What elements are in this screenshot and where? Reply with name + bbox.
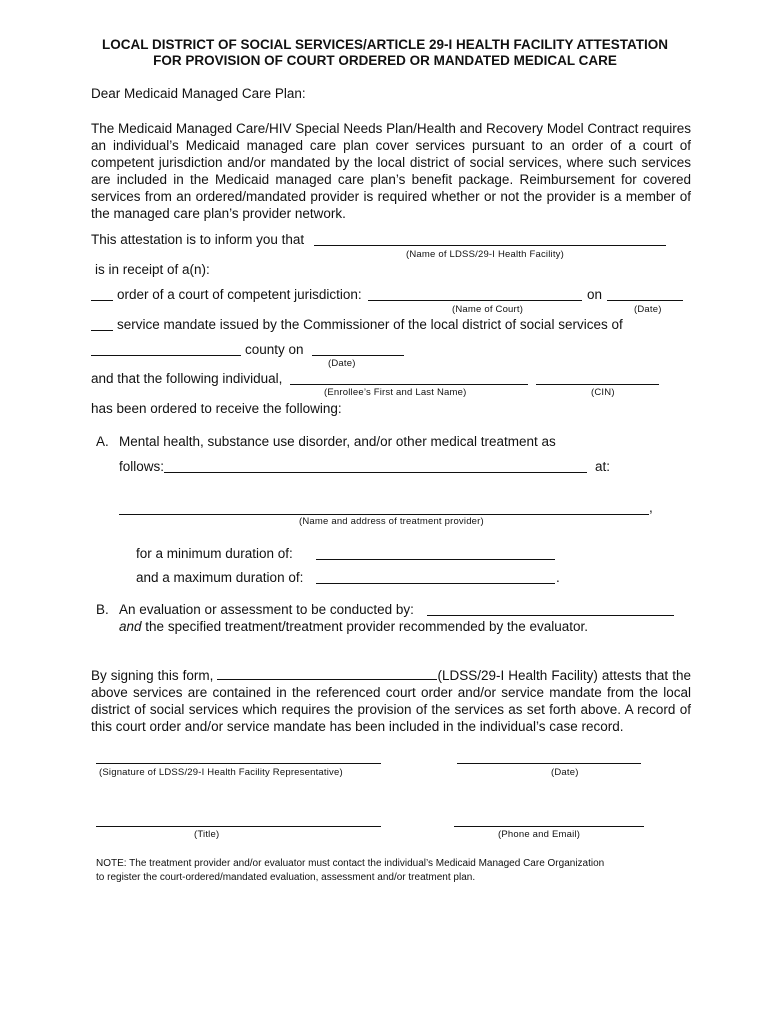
max-duration-field[interactable] (316, 583, 555, 584)
mandate-text: service mandate issued by the Commissioner of the local district of social services of (117, 317, 623, 332)
court-name-caption: (Name of Court) (452, 304, 524, 315)
on-text: on (587, 287, 603, 302)
note-line-2: to register the court-ordered/mandated evaluation, assessment and/or treatment plan. (96, 872, 476, 883)
mandate-checkbox-line[interactable] (91, 330, 113, 331)
follows-label: follows: (119, 459, 165, 474)
signing-facility-field[interactable] (217, 668, 437, 680)
form-title-line-2: FOR PROVISION OF COURT ORDERED OR MANDATED MEDICAL CARE (153, 53, 617, 68)
treatment-field[interactable] (164, 472, 587, 473)
max-duration-label: and a maximum duration of: (136, 570, 304, 585)
title-caption: (Title) (194, 829, 220, 840)
intro-paragraph: The Medicaid Managed Care/HIV Special Needs Plan/Health and Recovery Model Contract requires an individual’s Medicaid managed care plan cover services pursuant to an order of a court of competent jurisdiction and/or mandated by the local district of social services, where such services are included in the Medicaid managed care plan’s benefit package. Reimbursement for covered services from an ordered/mandated provider is required whether or not the provider is a member of the managed care plan’s provider network. (91, 121, 691, 221)
enrollee-name-field[interactable] (290, 384, 528, 385)
provider-field[interactable] (119, 514, 649, 515)
max-duration-period: . (556, 570, 560, 585)
section-b-line-2 (119, 619, 588, 634)
section-b-line-2-rest: the specified treatment/treatment provider recommended by the evaluator. (145, 619, 589, 634)
court-date-caption: (Date) (634, 304, 662, 315)
county-name-field[interactable] (91, 355, 241, 356)
at-label: at: (595, 459, 611, 474)
court-order-checkbox-line[interactable] (91, 300, 113, 301)
section-a-text: Mental health, substance use disorder, and/or other medical treatment as (119, 434, 556, 449)
form-title-line-1: LOCAL DISTRICT OF SOCIAL SERVICES/ARTICLE 29-I HEALTH FACILITY ATTESTATION (101, 37, 669, 52)
signature-date-caption: (Date) (551, 767, 579, 778)
court-order-date-field[interactable] (607, 300, 683, 301)
cin-caption: (CIN) (591, 387, 615, 398)
signature-caption: (Signature of LDSS/29-I Health Facility Representative) (99, 767, 343, 778)
min-duration-label: for a minimum duration of: (136, 546, 293, 561)
cin-field[interactable] (536, 384, 659, 385)
provider-caption: (Name and address of treatment provider) (299, 516, 484, 527)
signature-field[interactable] (96, 763, 381, 764)
mandate-date-field[interactable] (312, 355, 404, 356)
signature-date-field[interactable] (457, 763, 641, 764)
provider-comma: , (649, 500, 653, 515)
signing-prefix: By signing this form, (91, 668, 214, 683)
ordered-text: has been ordered to receive the following: (91, 401, 342, 416)
section-a-letter: A. (96, 434, 109, 449)
title-field[interactable] (96, 826, 381, 827)
min-duration-field[interactable] (316, 559, 555, 560)
note-line-1: NOTE: The treatment provider and/or evaluator must contact the individual’s Medicaid Managed Care Organization (96, 858, 605, 869)
salutation: Dear Medicaid Managed Care Plan: (91, 86, 306, 101)
phone-caption: (Phone and Email) (498, 829, 581, 840)
section-b-letter: B. (96, 602, 109, 617)
county-on-text: county on (245, 342, 304, 357)
phone-email-field[interactable] (454, 826, 644, 827)
enrollee-caption: (Enrollee’s First and Last Name) (324, 387, 467, 398)
facility-name-caption: (Name of LDSS/29-I Health Facility) (406, 249, 564, 260)
facility-name-field[interactable] (314, 245, 666, 246)
signing-paragraph (91, 667, 691, 735)
receipt-text: is in receipt of a(n): (95, 262, 210, 277)
evaluator-field[interactable] (427, 615, 674, 616)
inform-text: This attestation is to inform you that (91, 232, 305, 247)
court-name-field[interactable] (368, 300, 582, 301)
signing-paragraph-rest: (LDSS/29-I Health Facility) attests that the above services are contained in the referenced court order and/or service mandate from the local district of social services which requires the provision of the services as set forth above. A record of this court order and/or service mandate has been included in the individual’s case record. (91, 668, 691, 734)
court-order-text: order of a court of competent jurisdiction: (117, 287, 362, 302)
individual-text: and that the following individual, (91, 371, 283, 386)
section-b-and: and (119, 619, 142, 634)
section-b-text: An evaluation or assessment to be conducted by: (119, 602, 414, 617)
mandate-date-caption: (Date) (328, 358, 356, 369)
